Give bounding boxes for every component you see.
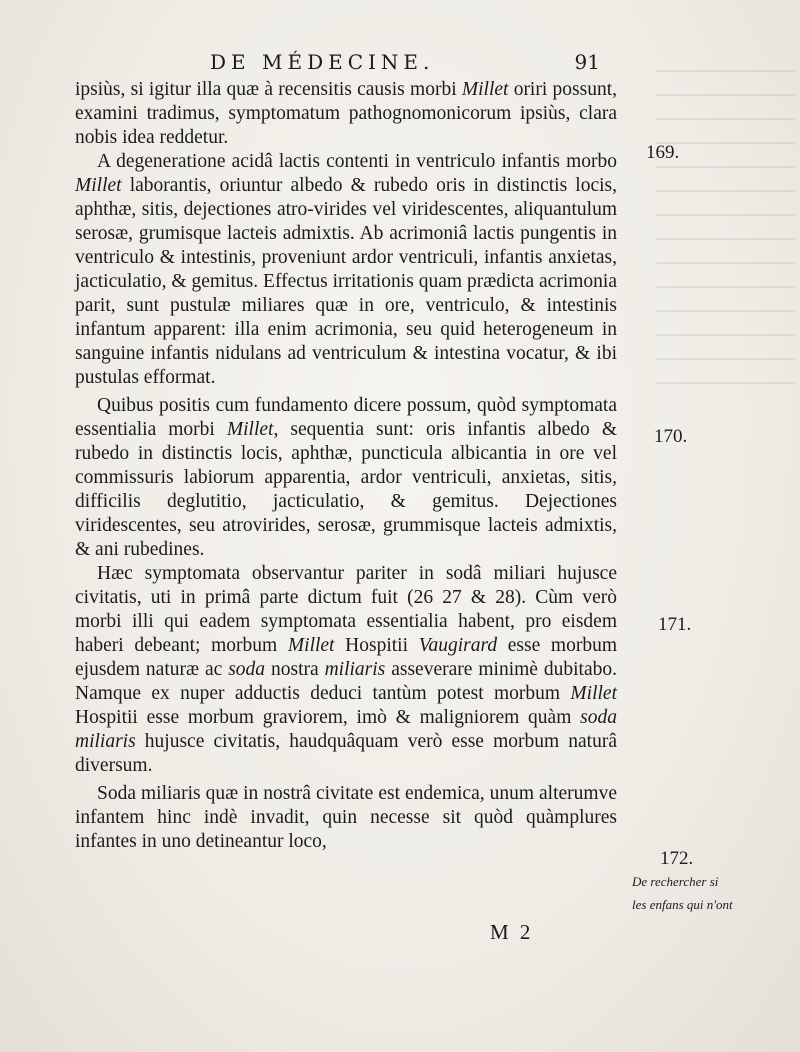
marginal-note-line-2: les enfans qui n'ont xyxy=(632,897,733,912)
text-run: Hospitii esse morbum graviorem, imò & maligniorem quàm xyxy=(75,707,581,728)
italic-term: miliaris xyxy=(324,659,386,680)
page-number: 91 xyxy=(574,50,600,74)
text-run: ipsiùs, si igitur illa quæ à recensitis causis morbi xyxy=(75,79,462,100)
text-run: Hæc symptomata observantur pariter in sodâ miliari hujusce civitatis, uti in primâ parte dictum fuit (26 27 & 28). Cùm verò morbi illi qui eadem symptomata essentialia habent, pro eisdem haberi debeant; morbum xyxy=(75,563,617,656)
italic-term: Millet xyxy=(461,79,509,100)
marginal-number-171: 171. xyxy=(658,614,692,635)
marginal-note-line-1: De rechercher si xyxy=(632,874,719,889)
text-run: esse morbum ejusdem naturæ ac xyxy=(75,635,618,680)
italic-term: soda miliaris xyxy=(75,707,617,752)
text-run: nostra xyxy=(265,659,325,680)
signature-mark: M 2 xyxy=(490,920,534,944)
text-run: hujusce civitatis, haudquâquam verò esse morbum naturâ diversum. xyxy=(75,731,617,776)
paragraph-170 xyxy=(75,394,617,562)
italic-term: Millet xyxy=(287,635,335,656)
paragraph-171 xyxy=(75,562,617,778)
italic-term: soda xyxy=(228,659,266,680)
body-text xyxy=(75,78,617,854)
text-run: Soda miliaris quæ in nostrâ civitate est endemica, unum alterumve infantem hinc indè invadit, quin necesse sit quòd quàmplures infantes in uno detineantur loco, xyxy=(75,783,617,852)
text-run: A degeneratione acidâ lactis contenti in ventriculo infantis morbo xyxy=(97,151,617,172)
text-run: asseverare minimè dubitabo. Namque ex nuper adductis deduci tantùm potest morbum xyxy=(75,659,617,704)
running-head: DE MÉDECINE. xyxy=(210,50,435,74)
paragraph-172 xyxy=(75,782,617,854)
italic-term: Vaugirard xyxy=(418,635,498,656)
text-run: , sequentia sunt: oris infantis albedo & rubedo in distinctis locis, aphthæ, puncticula albicantia in ore vel commissuris labiorum apparentia, ardor ventriculi, anxietas, sitis, difficilis deglutitio, jacticulatio, & gemitus. Dejectiones viridescentes, seu atrovirides, serosæ, grummisque lacteis admixtis, & ani rubedines. xyxy=(75,419,617,560)
text-run: oriri possunt, examini tradimus, symptomatum pathognomonicorum ipsiùs, clara nobis idea reddetur. xyxy=(75,79,617,148)
marginal-number-170: 170. xyxy=(654,426,688,447)
text-run: Quibus positis cum fundamento dicere possum, quòd symptomata essentialia morbi xyxy=(75,395,617,440)
marginal-number-169: 169. xyxy=(646,142,680,163)
show-through-bleed xyxy=(656,70,796,400)
paragraph-169 xyxy=(75,150,617,390)
paragraph-continuation xyxy=(75,78,617,150)
marginal-number-172: 172. xyxy=(660,848,694,869)
text-run: laborantis, oriuntur albedo & rubedo oris in distinctis locis, aphthæ, sitis, dejectiones atro-virides vel viridescentes, aliquantulum serosæ, grumisque lacteis admixtis. Ab acrimoniâ lactis pungentis in ventriculo & intestinis, proveniunt ardor ventriculi, infantis anxietas, jacticulatio, & gemitus. Effectus irritationis quam prædicta acrimonia parit, sunt pustulæ miliares quæ in ore, ventriculo, & intestinis infantum apparent: illa enim acrimonia, seu quid heterogeneum in sanguine infantis nidulans ad ventriculum & intestina vocatur, & ibi pustulas efformat. xyxy=(75,175,617,388)
italic-term: Millet xyxy=(570,683,617,704)
italic-term: Millet xyxy=(226,419,274,440)
text-run: Hospitii xyxy=(334,635,419,656)
italic-term: Millet xyxy=(75,175,122,196)
page-header xyxy=(210,50,600,80)
